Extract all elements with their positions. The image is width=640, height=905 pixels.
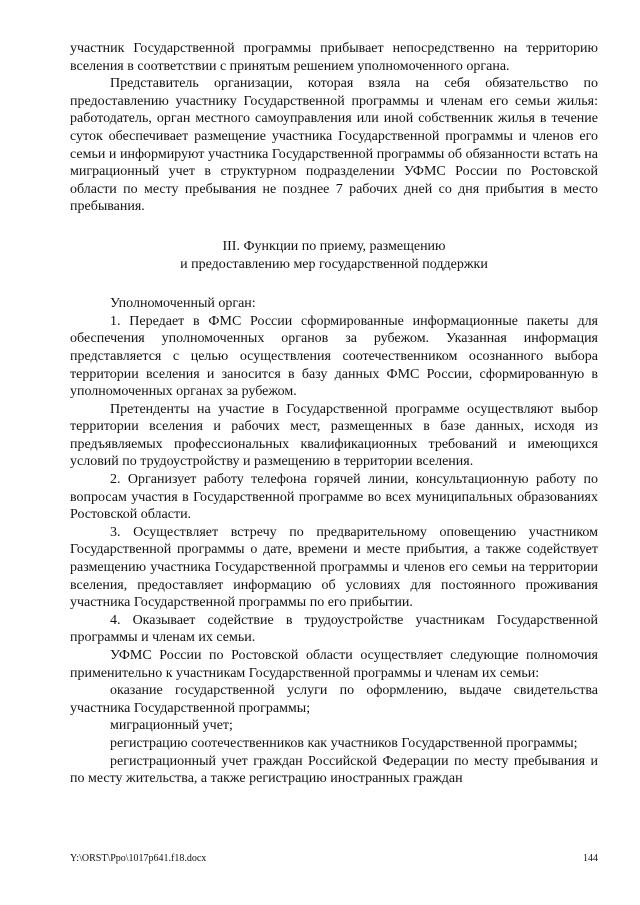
footer-file-path: Y:\ORST\Ppo\1017p641.f18.docx [70, 853, 207, 864]
paragraph-item-1: 1. Передает в ФМС России сформированные информационные пакеты для обеспечения уполномоченных органов за рубежом. Указанная информация представляется с целью осуществления соотечественником осознанного выбора территории вселения и заносится в базу данных ФМС России, сформированную в уполномоченных органах за рубежом. [70, 313, 598, 400]
document-page [70, 40, 598, 788]
section-heading-line-2: и предоставлению мер государственной поддержки [180, 256, 488, 272]
paragraph-participant-arrival: участник Государственной программы прибывает непосредственно на территорию вселения в соответствии с принятым решением уполномоченного органа. [70, 41, 598, 74]
section-heading-line-1: III. Функции по приему, размещению [222, 238, 446, 254]
paragraph-item-4: 4. Оказывает содействие в трудоустройстве участникам Государственной программы и членам их семьи. [70, 612, 598, 646]
footer-page-number: 144 [583, 853, 598, 864]
paragraph-item-2: 2. Организует работу телефона горячей линии, консультационную работу по вопросам участия в Государственной программе во всех муниципальных образованиях Ростовской области. [70, 472, 598, 523]
paragraph-power-migration: миграционный учет; [110, 718, 233, 734]
section-heading [70, 238, 598, 273]
paragraph-item-3: 3. Осуществляет встречу по предварительному оповещению участником Государственной программы о дате, времени и месте прибытия, а также содействует размещению участника Государственной программы и членов его семьи на территории вселения, предоставляет информацию об условиях для постоянного проживания участника Государственной программы по его прибытии. [70, 524, 598, 611]
paragraph-power-residence: регистрационный учет граждан Российской Федерации по месту пребывания и по месту жительства, а также регистрацию иностранных граждан [70, 753, 598, 787]
paragraph-organization-representative: Представитель организации, которая взяла на себя обязательство по предоставлению участнику Государственной программы и членам его семьи жилья: работодатель, орган местного самоуправления или иной собственник жилья в течение суток обеспечивает размещение участника Государственной программы и членов его семьи и информируют участника Государственной программы об обязанности встать на миграционный учет в структурном подразделении УФМС России по Ростовской области по месту пребывания не позднее 7 рабочих дней со дня прибытия в место пребывания. [70, 76, 598, 215]
page-footer [70, 853, 598, 864]
paragraph-ufms-powers: УФМС России по Ростовской области осуществляет следующие полномочия применительно к участникам Государственной программы и членам их семьи: [70, 648, 598, 681]
paragraph-power-certificate: оказание государственной услуги по оформлению, выдаче свидетельства участника Государственной программы; [70, 683, 598, 716]
paragraph-applicants: Претенденты на участие в Государственной программе осуществляют выбор территории вселения и рабочих мест, размещенных в базе данных, исходя из предъявляемых профессиональных квалификационных требований и имеющихся условий по трудоустройству и размещению в территории вселения. [70, 401, 598, 470]
paragraph-authorized-body: Уполномоченный орган: [110, 296, 256, 312]
paragraph-power-registration: регистрацию соотечественников как участников Государственной программы; [110, 735, 578, 751]
